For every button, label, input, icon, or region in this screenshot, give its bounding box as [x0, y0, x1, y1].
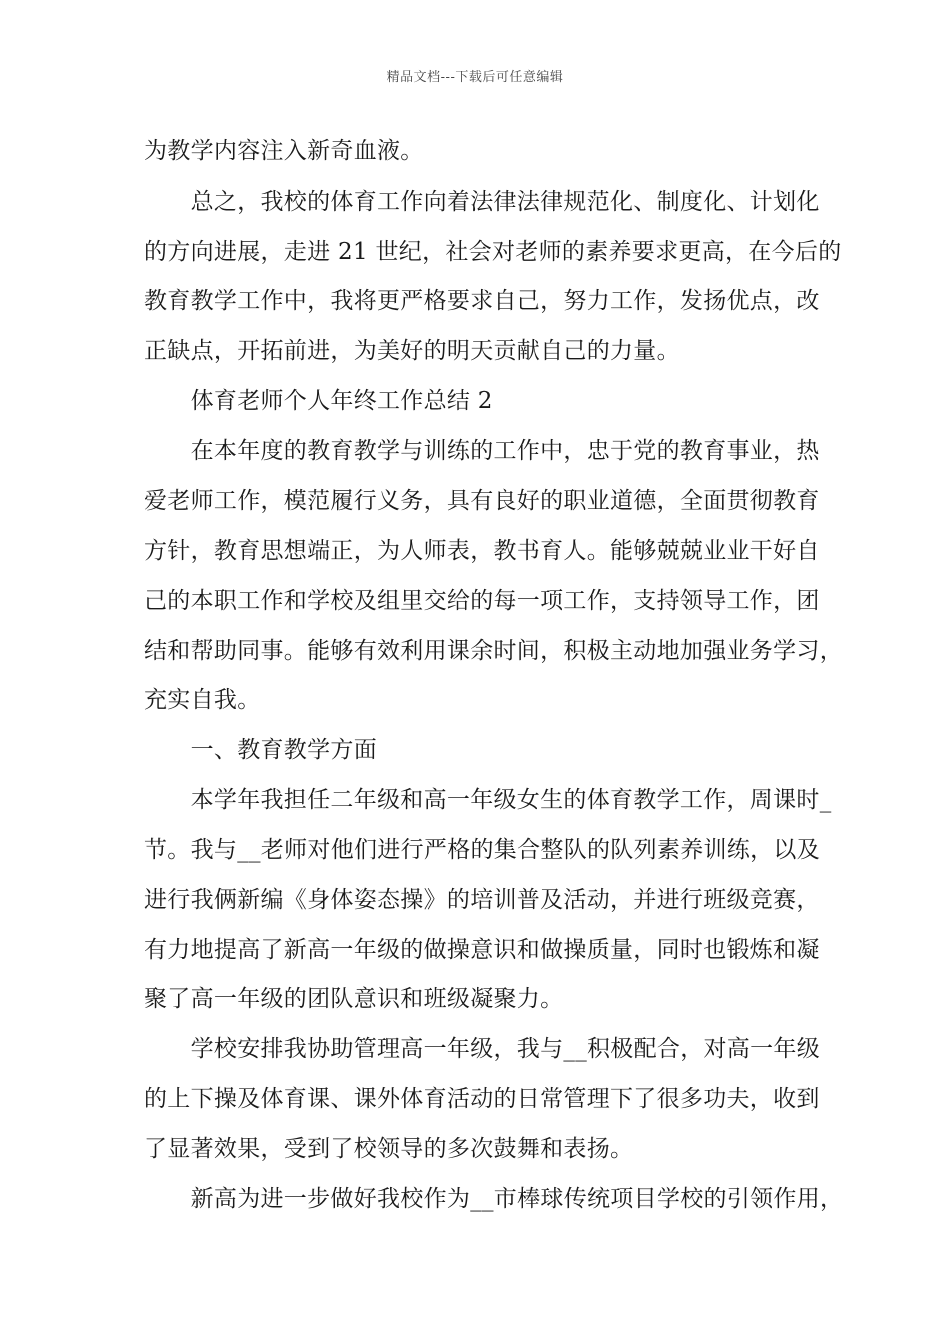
text-line: 进行我俩新编《身体姿态操》的培训普及活动，并进行班级竞赛， — [144, 887, 820, 913]
text-line: 节。我与__老师对他们进行严格的集合整队的队列素养训练，以及 — [144, 837, 820, 863]
text-line: 爱老师工作，模范履行义务，具有良好的职业道德，全面贯彻教育 — [144, 488, 820, 514]
section-heading: 体育老师个人年终工作总结 2 — [144, 388, 493, 414]
text-line: 学校安排我协助管理高一年级，我与__积极配合，对高一年级 — [144, 1036, 820, 1062]
text-line: 为教学内容注入新奇血液。 — [144, 138, 424, 164]
section-heading: 一、教育教学方面 — [144, 737, 377, 763]
text-line: 聚了高一年级的团队意识和班级凝聚力。 — [144, 986, 564, 1012]
text-line: 有力地提高了新高一年级的做操意识和做操质量，同时也锻炼和凝 — [144, 937, 820, 963]
text-line: 充实自我。 — [144, 687, 261, 713]
text-line: 的上下操及体育课、课外体育活动的日常管理下了很多功夫，收到 — [144, 1086, 820, 1112]
text-line: 本学年我担任二年级和高一年级女生的体育教学工作，周课时_ — [144, 787, 832, 813]
text-line: 在本年度的教育教学与训练的工作中，忠于党的教育事业，热 — [144, 438, 820, 464]
text-line: 了显著效果，受到了校领导的多次鼓舞和表扬。 — [144, 1136, 634, 1162]
text-line: 结和帮助同事。能够有效利用课余时间，积极主动地加强业务学习， — [144, 638, 843, 664]
text-line: 的方向进展，走进 21 世纪，社会对老师的素养要求更高，在今后的 — [144, 239, 842, 265]
text-line: 总之，我校的体育工作向着法律法律规范化、制度化、计划化 — [144, 189, 820, 215]
text-line: 己的本职工作和学校及组里交给的每一项工作，支持领导工作，团 — [144, 588, 820, 614]
text-line: 教育教学工作中，我将更严格要求自己，努力工作，发扬优点，改 — [144, 288, 820, 314]
text-line: 正缺点，开拓前进，为美好的明天贡献自己的力量。 — [144, 338, 680, 364]
text-line: 方针，教育思想端正，为人师表，教书育人。能够兢兢业业干好自 — [144, 538, 820, 564]
text-line: 新高为进一步做好我校作为__市棒球传统项目学校的引领作用， — [144, 1186, 844, 1212]
document-header: 精品文档---下载后可任意编辑 — [386, 70, 564, 85]
